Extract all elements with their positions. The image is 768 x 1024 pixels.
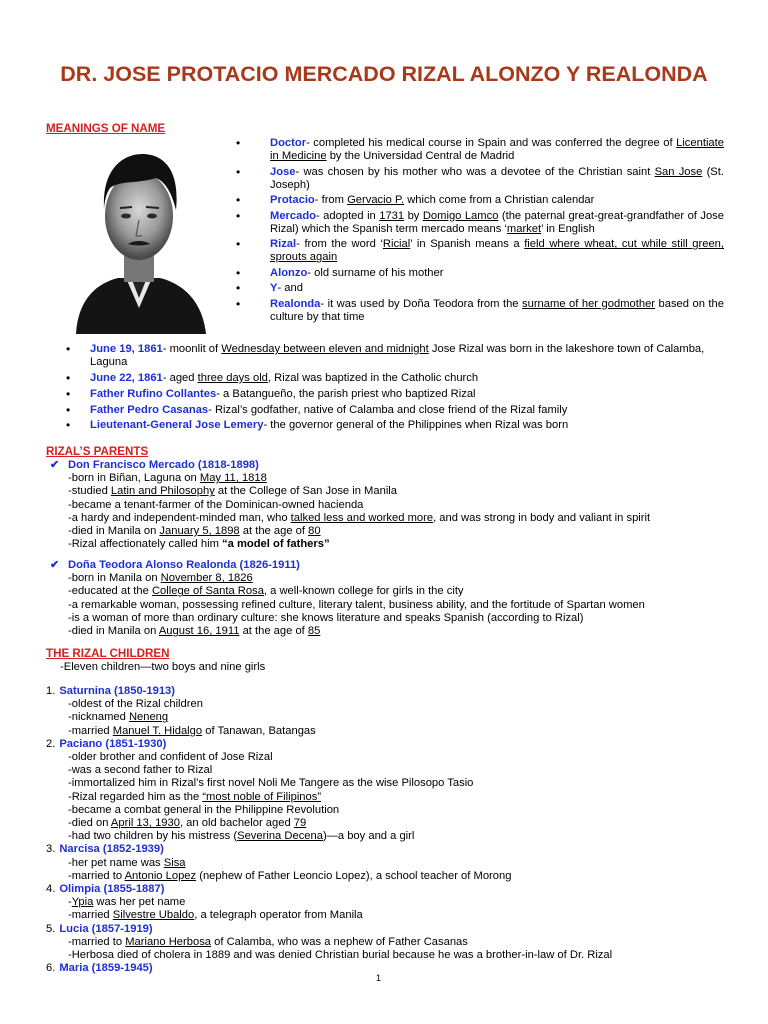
underlined-text: “most noble of Filipinos” — [202, 790, 322, 803]
events-item — [62, 343, 730, 369]
text-run: -became a combat general in the Philippine Revolution — [68, 803, 340, 816]
page-number: 1 — [376, 973, 382, 983]
meanings-list — [236, 137, 724, 326]
parent-mother — [50, 559, 740, 638]
text-run: -became a tenant-farmer of the Dominican-owned hacienda — [68, 498, 364, 511]
text-run: (St. Joseph) — [270, 165, 724, 191]
child-fact — [68, 791, 736, 804]
text-run: based on the culture by that time — [270, 297, 724, 323]
underlined-text: surname of her godmother — [522, 297, 656, 310]
meanings-term: Jose — [270, 165, 296, 178]
text-run: , an old bachelor aged — [179, 817, 294, 830]
underlined-text: Neneng — [128, 711, 169, 724]
underlined-text: Gervacio P. — [347, 194, 405, 207]
text-run: by — [404, 209, 423, 222]
text-run: -is a woman of more than ordinary culture: she knows literature and speaks Spanish (according to Rizal) — [68, 611, 584, 624]
underlined-text: Silvestre Ubaldo — [112, 909, 195, 922]
meanings-item — [236, 238, 724, 264]
meanings-term: Rizal — [270, 238, 297, 251]
text-run: - and — [277, 282, 303, 295]
text-run: )—a boy and a girl — [322, 830, 415, 843]
text-run: -married — [68, 724, 113, 737]
text-run: -a remarkable woman, possessing refined culture, literary talent, business ability, and the fortitude of Spartan women — [68, 598, 645, 611]
parent-fact — [68, 499, 740, 512]
parent-name: ✔ Doña Teodora Alonso Realonda (1826-1911) — [50, 559, 740, 572]
child-number: 5. — [46, 922, 56, 935]
meanings-item — [236, 282, 724, 295]
events-item — [62, 404, 730, 417]
child-name: Narcisa (1852-1939) — [59, 843, 164, 856]
text-run: - the governor general of the Philippines when Rizal was born — [263, 419, 569, 432]
events-item — [62, 388, 730, 401]
underlined-text: 79 — [293, 817, 307, 830]
text-run: , a well-known college for girls in the city — [263, 585, 464, 598]
text-run: of Calamba, who was a nephew of Father Casanas — [211, 935, 468, 948]
child-number: 3. — [46, 843, 56, 856]
text-run: -studied — [68, 485, 111, 498]
underlined-text: three days old — [197, 372, 268, 384]
text-run: at the College of San Jose in Manila — [214, 485, 398, 498]
events-term: June 22, 1861 — [90, 372, 163, 384]
child-entry — [46, 883, 736, 923]
text-run: -a hardy and independent-minded man, who — [68, 511, 291, 524]
text-run: -Herbosa died of cholera in 1889 and was denied Christian burial because he was a brother-in-law of Dr. Rizal — [68, 949, 613, 962]
text-run: - was chosen by his mother who was a devotee of the Christian saint — [295, 165, 655, 178]
birth-facts-list — [62, 343, 730, 435]
underlined-text: Wednesday between eleven and midnight — [221, 343, 429, 355]
text-run: by the Universidad Central de Madrid — [326, 150, 515, 163]
child-fact — [68, 698, 736, 711]
text-run: -older brother and confident of Jose Rizal — [68, 751, 273, 764]
meanings-term: Mercado — [270, 209, 317, 222]
page-title: DR. JOSE PROTACIO MERCADO RIZAL ALONZO Y REALONDA — [60, 62, 708, 86]
text-run: -immortalized him in Rizal’s first novel Noli Me Tangere as the wise Pilosopo Tasio — [68, 777, 474, 790]
underlined-text: field where wheat, cut while still green, sprouts again — [270, 238, 724, 264]
child-fact — [68, 711, 736, 724]
underlined-text: Antonio Lopez — [124, 869, 197, 882]
underlined-text: Ypia — [71, 896, 94, 909]
underlined-text: Licentiate in Medicine — [270, 137, 724, 163]
underlined-text: 1731 — [379, 209, 405, 222]
text-run: Jose Rizal was born in the lakeshore town of Calamba, Laguna — [90, 343, 705, 369]
text-run: - completed his medical course in Spain and was conferred the degree of — [306, 137, 677, 149]
section-heading-meanings: MEANINGS OF NAME — [46, 122, 166, 135]
meanings-item — [236, 194, 724, 207]
underlined-text: talked less and worked more — [290, 511, 434, 524]
child-number: 1. — [46, 685, 56, 697]
text-run: which come from a Christian calendar — [404, 194, 595, 207]
text-run: of Tanawan, Batangas — [202, 724, 316, 737]
text-run: - it was used by Doña Teodora from the — [320, 297, 523, 310]
meanings-term: Doctor — [270, 137, 307, 149]
text-run: , and was strong in body and valiant in spirit — [433, 511, 651, 524]
parent-fact — [68, 599, 740, 612]
text-run: “a model of fathers” — [222, 538, 330, 551]
meanings-term: Y — [270, 282, 278, 295]
child-entry — [46, 923, 736, 963]
child-fact — [68, 817, 736, 830]
child-entry — [46, 962, 736, 975]
text-run: , a telegraph operator from Manila — [194, 909, 363, 922]
text-run: - — [68, 896, 72, 909]
meanings-item — [236, 267, 724, 280]
underlined-text: Domigo Lamco — [422, 209, 499, 222]
events-item — [62, 372, 730, 385]
underlined-text: Latin and Philosophy — [110, 485, 215, 498]
section-heading-parents: RIZAL’S PARENTS — [46, 445, 149, 458]
section-heading-children: THE RIZAL CHILDREN — [46, 647, 170, 660]
child-fact — [68, 751, 736, 764]
events-term: Father Pedro Casanas — [90, 403, 209, 416]
text-run: (the paternal great-great-grandfather of Jose Rizal) which the Spanish term mercado means ‘ — [270, 209, 724, 235]
underlined-text: January 5, 1898 — [159, 525, 240, 538]
parent-fact — [68, 538, 740, 551]
text-run: - from the word ‘ — [296, 238, 383, 251]
underlined-text: 80 — [308, 525, 321, 538]
child-fact — [68, 830, 736, 843]
text-run: -born in Manila on — [68, 572, 161, 585]
child-fact — [68, 725, 736, 738]
parent-father — [50, 459, 740, 551]
child-fact — [68, 870, 736, 883]
meanings-item — [236, 137, 724, 163]
text-run: -died in Manila on — [68, 525, 160, 538]
text-run: -died on — [68, 817, 111, 830]
child-fact — [68, 949, 736, 962]
child-entry — [46, 738, 736, 844]
underlined-text: Sisa — [163, 856, 186, 869]
text-run: -Rizal regarded him as the — [68, 790, 203, 803]
underlined-text: Severina Decena — [237, 830, 323, 843]
text-run: -nicknamed — [68, 711, 129, 724]
child-fact — [68, 896, 736, 909]
underlined-text: Manuel T. Hidalgo — [112, 724, 203, 737]
parent-fact — [68, 585, 740, 598]
text-run: -married to — [68, 869, 125, 882]
text-run: - old surname of his mother — [307, 266, 444, 279]
underlined-text: San Jose — [654, 165, 703, 178]
underlined-text: College of Santa Rosa — [151, 585, 264, 598]
text-run: -married to — [68, 935, 126, 948]
text-run: - moonlit of — [162, 343, 222, 355]
children-intro: -Eleven children—two boys and nine girls — [60, 661, 266, 673]
events-term: Lieutenant-General Jose Lemery — [90, 419, 264, 432]
text-run: ’ in Spanish means a — [410, 238, 525, 251]
text-run: -died in Manila on — [68, 625, 159, 638]
children-list — [46, 685, 736, 975]
text-run: , Rizal was baptized in the Catholic church — [267, 372, 479, 384]
text-run: - adopted in — [316, 209, 380, 222]
underlined-text: August 16, 1911 — [158, 625, 240, 638]
parent-fact — [68, 472, 740, 485]
text-run: -Rizal affectionately called him — [68, 538, 223, 551]
events-term: June 19, 1861 — [90, 343, 163, 355]
child-number: 6. — [46, 962, 56, 975]
text-run: - from — [314, 194, 348, 207]
meanings-item — [236, 210, 724, 236]
meanings-term: Realonda — [270, 297, 321, 310]
child-fact — [68, 936, 736, 949]
text-run: -had two children by his mistress ( — [68, 830, 238, 843]
text-run: - a Batangueño, the parish priest who baptized Rizal — [216, 387, 476, 400]
text-run: -educated at the — [68, 585, 152, 598]
underlined-text: Ricial — [382, 238, 411, 251]
child-name: Lucia (1857-1919) — [59, 922, 153, 935]
text-run: at the age of — [239, 625, 308, 638]
child-fact — [68, 857, 736, 870]
underlined-text: 85 — [307, 625, 321, 638]
text-run: -was a second father to Rizal — [68, 764, 213, 777]
meanings-item — [236, 166, 724, 192]
child-entry — [46, 685, 736, 738]
events-item — [62, 419, 730, 432]
text-run: -married — [68, 909, 113, 922]
parent-fact — [68, 512, 740, 525]
child-fact — [68, 777, 736, 790]
text-run: -oldest of the Rizal children — [68, 698, 203, 711]
child-number: 4. — [46, 883, 56, 896]
child-fact — [68, 804, 736, 817]
child-fact — [68, 764, 736, 777]
text-run: -her pet name was — [68, 856, 164, 869]
meanings-item — [236, 298, 724, 324]
child-number: 2. — [46, 737, 56, 750]
portrait-image — [68, 138, 210, 334]
meanings-term: Protacio — [270, 194, 315, 207]
underlined-text: market — [506, 222, 542, 235]
parent-fact — [68, 612, 740, 625]
text-run: - aged — [162, 372, 198, 384]
text-run: was her pet name — [93, 896, 186, 909]
parent-fact — [68, 485, 740, 498]
underlined-text: April 13, 1930 — [110, 817, 180, 830]
parent-name: ✔ Don Francisco Mercado (1818-1898) — [50, 459, 740, 472]
text-run: ’ in English — [541, 222, 595, 235]
text-run: - Rizal’s godfather, native of Calamba and close friend of the Rizal family — [208, 403, 568, 416]
parent-fact — [68, 525, 740, 538]
underlined-text: Mariano Herbosa — [125, 935, 212, 948]
text-run: at the age of — [239, 525, 309, 538]
text-run: -born in Biñan, Laguna on — [68, 472, 200, 485]
child-entry — [46, 843, 736, 883]
child-fact — [68, 909, 736, 922]
text-run: (nephew of Father Leoncio Lopez), a school teacher of Morong — [196, 869, 512, 882]
child-name: Saturnina (1850-1913) — [59, 685, 175, 697]
child-name: Paciano (1851-1930) — [59, 737, 167, 750]
events-term: Father Rufino Collantes — [90, 387, 217, 400]
parent-fact — [68, 625, 740, 638]
child-name: Maria (1859-1945) — [59, 962, 153, 975]
underlined-text: May 11, 1818 — [199, 472, 267, 485]
meanings-term: Alonzo — [270, 266, 308, 279]
parent-fact — [68, 572, 740, 585]
child-name: Olimpia (1855-1887) — [59, 883, 165, 896]
underlined-text: November 8, 1826 — [160, 572, 253, 585]
